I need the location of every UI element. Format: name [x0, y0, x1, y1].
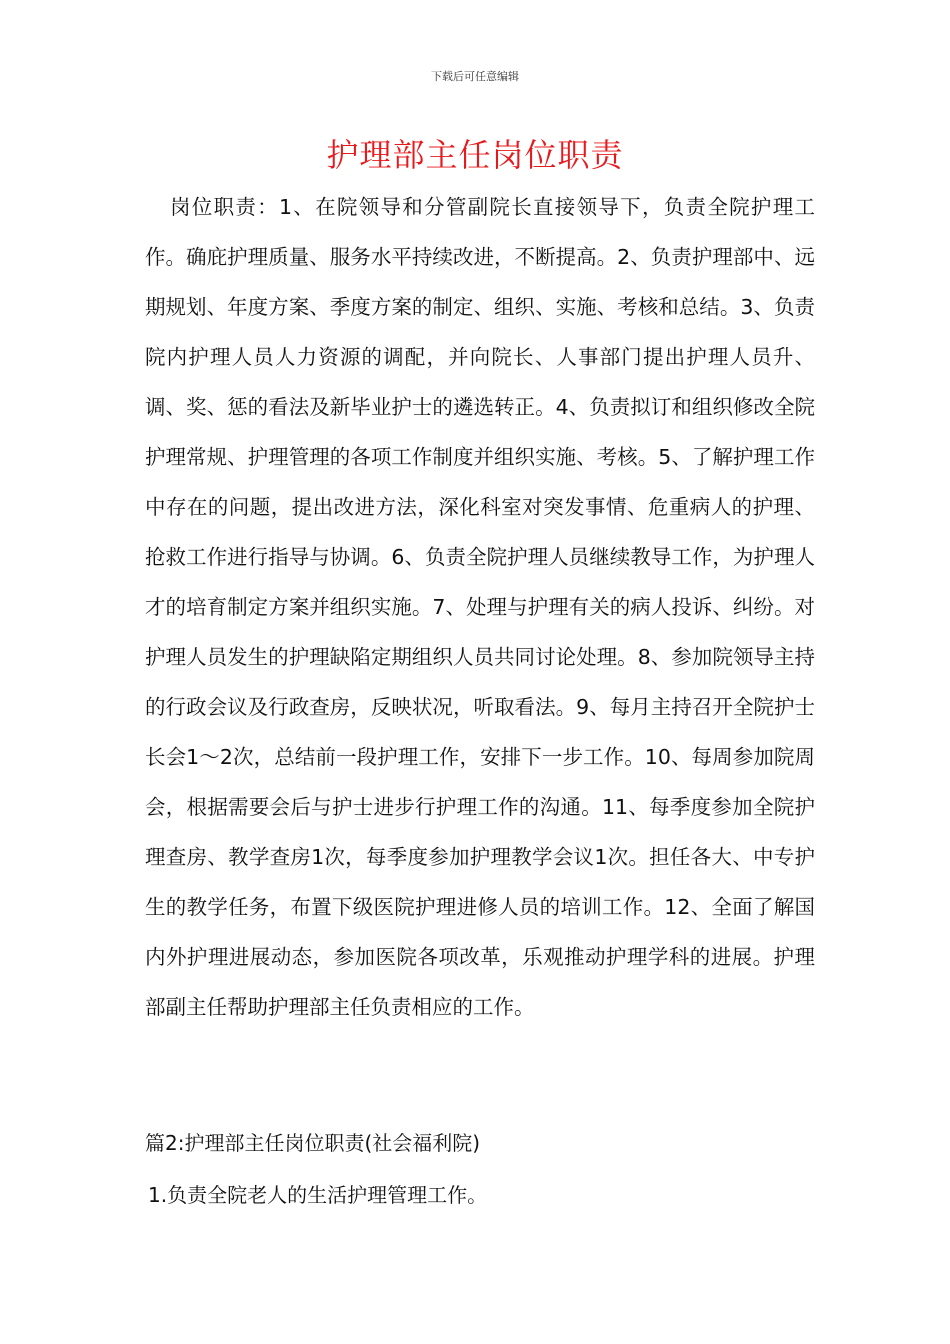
section2-item-1: 1.负责全院老人的生活护理管理工作。 [148, 1183, 488, 1207]
document-title: 护理部主任岗位职责 [326, 136, 624, 174]
body-paragraph: 岗位职责：1、在院领导和分管副院长直接领导下，负责全院护理工作。确庇护理质量、服务水平持续改进，不断提高。2、负责护理部中、远期规划、年度方案、季度方案的制定、组织、实施、考核和总结。3、负责院内护理人员人力资源的调配，并向院长、人事部门提出护理人员升、调、奖、惩的看法及新毕业护士的遴选转正。4、负责拟订和组织修改全院护理常规、护理管理的各项工作制度并组织实施、考核。5、了解护理工作中存在的问题，提出改进方法，深化科室对突发事情、危重病人的护理、抢救工作进行指导与协调。6、负责全院护理人员继续教导工作，为护理人才的培育制定方案并组织实施。7、处理与护理有关的病人投诉、纠纷。对护理人员发生的护理缺陷定期组织人员共同讨论处理。8、参加院领导主持的行政会议及行政查房，反映状况，听取看法。9、每月主持召开全院护士长会1～2次，总结前一段护理工作，安排下一步工作。10、每周参加院周会，根据需要会后与护士进步行护理工作的沟通。11、每季度参加全院护理查房、教学查房1次，每季度参加护理教学会议1次。担任各大、中专护生的教学任务，布置下级医院护理进修人员的培训工作。12、全面了解国内外护理进展动态，参加医院各项改革，乐观推动护理学科的进展。护理部副主任帮助护理部主任负责相应的工作。 [145, 195, 815, 1019]
section2-heading: 篇2:护理部主任岗位职责(社会福利院) [145, 1131, 481, 1155]
header-note: 下载后可任意编辑 [431, 70, 519, 83]
